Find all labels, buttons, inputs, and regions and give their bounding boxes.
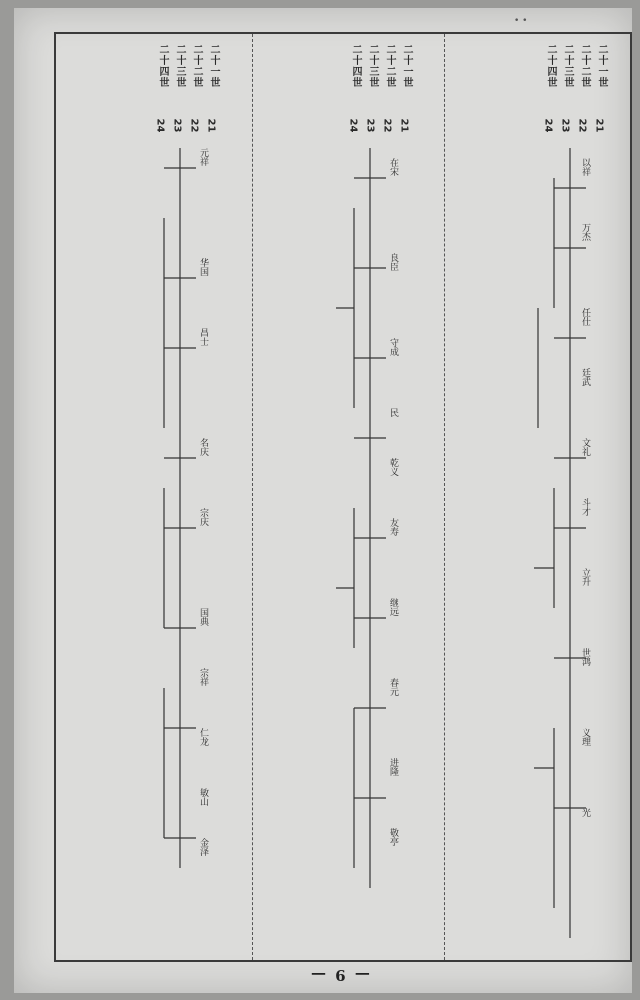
generation-number: 23 [364,118,376,133]
ancestor-name: 昌士 [198,328,208,346]
ancestor-name: 以祥 [580,158,590,176]
ancestor-name: 宗祥 [198,668,208,686]
ancestor-name: 仁龙 [198,728,208,746]
generation-number: 21 [398,118,410,133]
generation-label: 二十一世 [596,44,607,88]
generation-label: 二十四世 [545,44,556,88]
generation-number: 22 [381,118,393,133]
generation-number: 23 [171,118,183,133]
generation-label: 二十二世 [384,44,395,88]
ancestor-name: 万杰 [580,223,590,241]
ancestor-name: 元祥 [198,148,208,166]
ancestor-name: 文礼 [580,438,590,456]
ancestor-name: 乾义 [388,458,398,476]
generation-label: 二十二世 [191,44,202,88]
generation-label: 二十一世 [208,44,219,88]
ancestor-name: 世鸿 [580,648,590,666]
generation-label: 二十三世 [367,44,378,88]
ancestor-name: 光 [580,808,590,817]
ancestor-name: 在宋 [388,158,398,176]
ancestor-name: 金泽 [198,838,208,856]
generation-label: 二十三世 [174,44,185,88]
generation-number: 21 [593,118,605,133]
lineage-tree-lines [14,8,632,993]
ancestor-name: 进隆 [388,758,398,776]
ancestor-name: 良臣 [388,253,398,271]
generation-number: 24 [542,118,554,133]
ancestor-name: 廷武 [580,368,590,386]
ancestor-name: 任仕 [580,308,590,326]
generation-number: 22 [188,118,200,133]
genealogy-page [14,8,632,993]
ancestor-name: 守成 [388,338,398,356]
ancestor-name: 立升 [580,568,590,586]
ancestor-name: 宗庆 [198,508,208,526]
generation-label: 二十三世 [562,44,573,88]
generation-label: 二十四世 [350,44,361,88]
generation-label: 二十二世 [579,44,590,88]
ancestor-name: 义理 [580,728,590,746]
generation-number: 21 [205,118,217,133]
corner-mark: • • [514,16,528,26]
ancestor-name: 名庆 [198,438,208,456]
ancestor-name: 华国 [198,258,208,276]
generation-number: 23 [559,118,571,133]
ancestor-name: 继远 [388,598,398,616]
generation-number: 24 [347,118,359,133]
generation-label: 二十一世 [401,44,412,88]
ancestor-name: 敬亭 [388,828,398,846]
ancestor-name: 春元 [388,678,398,696]
ancestor-name: 敏山 [198,788,208,806]
ancestor-name: 国典 [198,608,208,626]
ancestor-name: 斗才 [580,498,590,516]
generation-number: 22 [576,118,588,133]
ancestor-name: 友寿 [388,518,398,536]
generation-number: 24 [154,118,166,133]
ancestor-name: 民 [388,408,398,417]
generation-label: 二十四世 [157,44,168,88]
page-number: — 9 — [309,966,370,984]
